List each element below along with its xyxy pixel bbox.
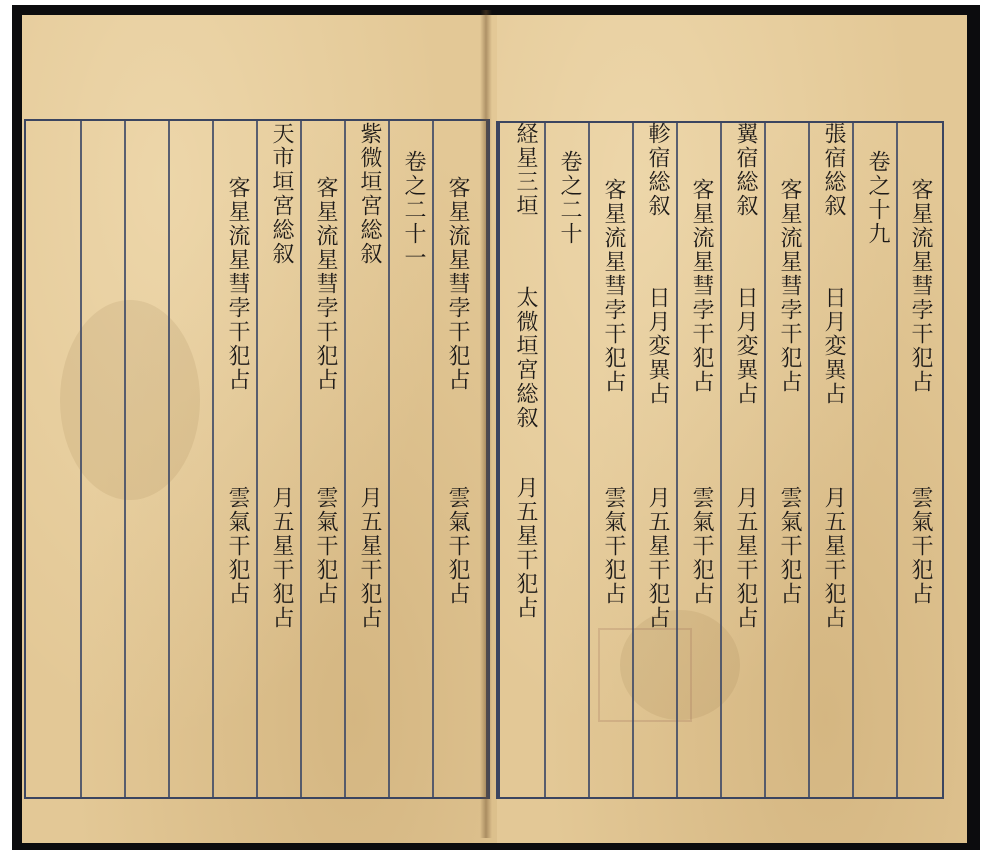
right-col-3-top: 張宿総叙: [821, 122, 846, 218]
column-rule: [720, 123, 722, 797]
column-rule: [344, 121, 346, 797]
left-col-3-top: 紫微垣宮総叙: [357, 122, 382, 266]
right-col-10-mid: 太微垣宮総叙: [513, 286, 538, 430]
right-col-1-top: 客星流星彗孛干犯占: [908, 178, 933, 394]
right-col-10-top: 経星三垣: [513, 122, 538, 218]
left-col-5-bottom: 月五星干犯占: [269, 486, 294, 630]
column-rule: [256, 121, 258, 797]
right-col-9-volume: 卷之二十: [557, 150, 582, 246]
right-col-5-top: 翼宿総叙: [733, 122, 758, 218]
right-col-3-bottom: 月五星干犯占: [821, 486, 846, 630]
column-rule: [300, 121, 302, 797]
left-col-1-top: 客星流星彗孛干犯占: [445, 176, 470, 392]
column-rule: [388, 121, 390, 797]
column-rule: [80, 121, 82, 797]
left-col-1-bottom: 雲氣干犯占: [445, 486, 470, 606]
right-col-4-top: 客星流星彗孛干犯占: [777, 178, 802, 394]
left-col-6-top: 客星流星彗孛干犯占: [225, 176, 250, 392]
right-col-5-bottom: 月五星干犯占: [733, 486, 758, 630]
left-col-3-bottom: 月五星干犯占: [357, 486, 382, 630]
column-rule: [124, 121, 126, 797]
right-col-6-bottom: 雲氣干犯占: [689, 486, 714, 606]
right-col-7-bottom: 月五星干犯占: [645, 486, 670, 630]
column-rule: [588, 123, 590, 797]
column-rule: [852, 123, 854, 797]
column-rule: [808, 123, 810, 797]
column-rule: [764, 123, 766, 797]
right-col-2-volume: 卷之十九: [865, 150, 890, 246]
right-col-8-bottom: 雲氣干犯占: [601, 486, 626, 606]
column-rule: [896, 123, 898, 797]
right-col-6-top: 客星流星彗孛干犯占: [689, 178, 714, 394]
left-col-6-bottom: 雲氣干犯占: [225, 486, 250, 606]
right-col-3-mid: 日月変異占: [821, 286, 846, 406]
column-rule: [432, 121, 434, 797]
column-rule: [632, 123, 634, 797]
column-rule: [212, 121, 214, 797]
left-col-5-top: 天市垣宮総叙: [269, 122, 294, 266]
column-rule: [676, 123, 678, 797]
right-col-10-bottom: 月五星干犯占: [513, 476, 538, 620]
right-col-4-bottom: 雲氣干犯占: [777, 486, 802, 606]
left-col-2-volume: 卷之二十一: [401, 150, 426, 270]
column-rule: [544, 123, 546, 797]
right-col-7-mid: 日月変異占: [645, 286, 670, 406]
left-col-4-top: 客星流星彗孛干犯占: [313, 176, 338, 392]
right-col-1-bottom: 雲氣干犯占: [908, 486, 933, 606]
right-col-7-top: 軫宿総叙: [645, 122, 670, 218]
left-col-4-bottom: 雲氣干犯占: [313, 486, 338, 606]
column-rule: [168, 121, 170, 797]
right-col-5-mid: 日月変異占: [733, 286, 758, 406]
right-col-8-top: 客星流星彗孛干犯占: [601, 178, 626, 394]
